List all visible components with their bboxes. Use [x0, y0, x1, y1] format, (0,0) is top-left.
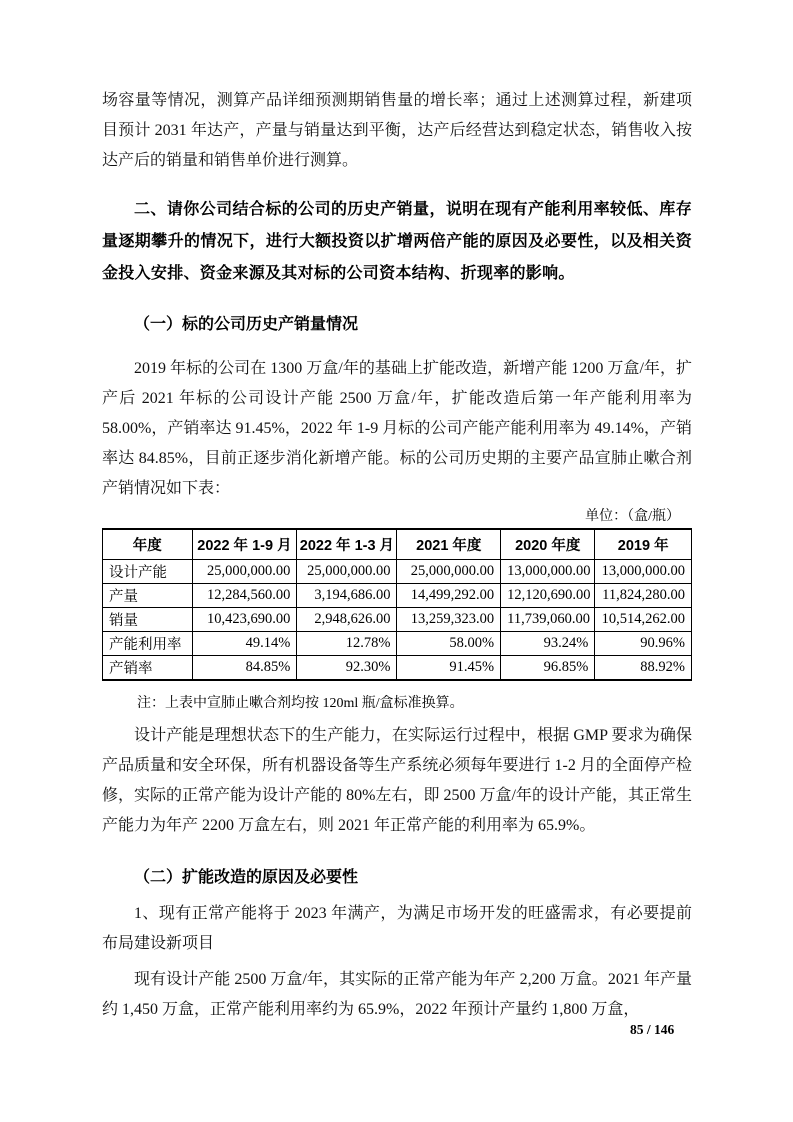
cell-value: 13,000,000.00: [501, 559, 595, 583]
table-header-row: [103, 529, 692, 559]
table-footnote: 注：上表中宣肺止嗽合剂均按 120ml 瓶/盒标准换算。: [137, 695, 464, 711]
cell-value: 25,000,000.00: [397, 559, 501, 583]
cell-value: 96.85%: [501, 655, 595, 680]
paragraph-design-capacity: 设计产能是理想状态下的生产能力，在实际运行过程中，根据 GMP 要求为确保产品质量和安全环保，所有机器设备等生产系统必须每年要进行 1-2 月的全面停产检修，实际的正常产能为设计产能的 80%左右，即 2500 万盒/年的设计产能，其正常生产能力为年产 2200 万盒左右，则 2021 年正常产能的利用率为 65.9%。: [102, 726, 692, 834]
row-label: 产能利用率: [103, 631, 193, 655]
cell-value: 58.00%: [397, 631, 501, 655]
col-header-2021: 2021 年度: [397, 529, 501, 559]
table-row-sales-ratio: [103, 655, 692, 680]
page-number: 85 / 146: [630, 1022, 675, 1037]
row-label: 产销率: [103, 655, 193, 680]
cell-value: 90.96%: [595, 631, 692, 655]
production-sales-table: [102, 528, 692, 681]
col-header-2022-1-3: 2022 年 1-3 月: [297, 529, 397, 559]
row-label: 销量: [103, 607, 193, 631]
row-label: 产量: [103, 583, 193, 607]
cell-value: 25,000,000.00: [297, 559, 397, 583]
paragraph-current-capacity: 现有设计产能 2500 万盒/年，其实际的正常产能为年产 2,200 万盒。2021 年产量约 1,450 万盒，正常产能利用率约为 65.9%，2022 年预计产量约 1,800 万盒，: [102, 970, 692, 1018]
cell-value: 12,284,560.00: [192, 583, 297, 607]
cell-value: 14,499,292.00: [397, 583, 501, 607]
section-heading-history: （一）标的公司历史产销量情况: [134, 316, 359, 333]
cell-value: 10,423,690.00: [192, 607, 297, 631]
section-heading-expansion: （二）扩能改造的原因及必要性: [134, 868, 359, 886]
cell-value: 2,948,626.00: [297, 607, 397, 631]
table-row-sales-volume: [103, 607, 692, 631]
cell-value: 12,120,690.00: [501, 583, 595, 607]
cell-value: 11,739,060.00: [501, 607, 595, 631]
cell-value: 12.78%: [297, 631, 397, 655]
cell-value: 25,000,000.00: [192, 559, 297, 583]
cell-value: 49.14%: [192, 631, 297, 655]
cell-value: 88.92%: [595, 655, 692, 680]
paragraph-continuation: 场容量等情况，测算产品详细预测期销售量的增长率；通过上述测算过程，新建项目预计 2031 年达产，产量与销量达到平衡，达产后经营达到稳定状态，销售收入按达产后的销量和销售单价进行测算。: [102, 92, 692, 169]
paragraph-reason-1: 1、现有正常产能将于 2023 年满产，为满足市场开发的旺盛需求，有必要提前布局建设新项目: [102, 904, 692, 952]
cell-value: 92.30%: [297, 655, 397, 680]
question-paragraph: 二、请你公司结合标的公司的历史产销量，说明在现有产能利用率较低、库存量逐期攀升的情况下，进行大额投资以扩增两倍产能的原因及必要性，以及相关资金投入安排、资金来源及其对标的公司资本结构、折现率的影响。: [102, 201, 692, 282]
cell-value: 3,194,686.00: [297, 583, 397, 607]
table-unit-label: 单位：（盒/瓶）: [585, 509, 680, 524]
table-row-output: [103, 583, 692, 607]
cell-value: 93.24%: [501, 631, 595, 655]
cell-value: 11,824,280.00: [595, 583, 692, 607]
col-header-2022-1-9: 2022 年 1-9 月: [192, 529, 297, 559]
cell-value: 84.85%: [192, 655, 297, 680]
cell-value: 91.45%: [397, 655, 501, 680]
col-header-2019: 2019 年: [595, 529, 692, 559]
col-header-year: 年度: [103, 529, 193, 559]
cell-value: 13,000,000.00: [595, 559, 692, 583]
row-label: 设计产能: [103, 559, 193, 583]
cell-value: 13,259,323.00: [397, 607, 501, 631]
col-header-2020: 2020 年度: [501, 529, 595, 559]
table-row-capacity-utilization: [103, 631, 692, 655]
cell-value: 10,514,262.00: [595, 607, 692, 631]
table-row-design-capacity: [103, 559, 692, 583]
paragraph-capacity-history: 2019 年标的公司在 1300 万盒/年的基础上扩能改造，新增产能 1200 万盒/年，扩产后 2021 年标的公司设计产能 2500 万盒/年，扩能改造后第一年产能利用率为 58.00%，产销率达 91.45%，2022 年 1-9 月标的公司产能产能利用率为 49.14%，产销率达 84.85%，目前正逐步消化新增产能。标的公司历史期的主要产品宣肺止嗽合剂产销情况如下表：: [102, 360, 692, 497]
